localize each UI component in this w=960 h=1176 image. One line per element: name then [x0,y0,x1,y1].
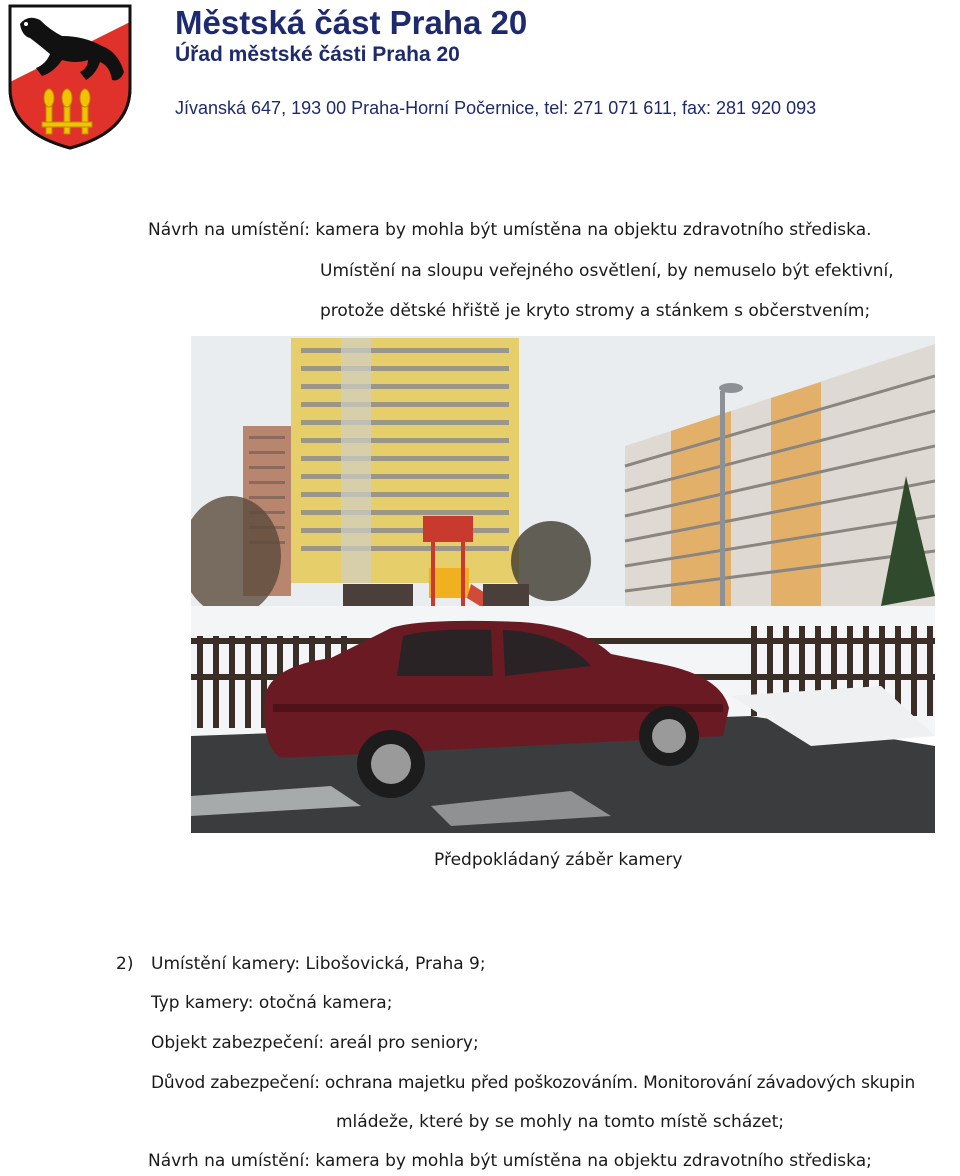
section1-note-line1: Umístění na sloupu veřejného osvětlení, by nemuselo být efektivní, [320,261,894,281]
section2-proposal: Návrh na umístění: kamera by mohla být umístěna na objektu zdravotního střediska; [148,1151,872,1171]
section1-note-line2: protože dětské hřiště je kryto stromy a stánkem s občerstvením; [320,301,871,321]
section2-location: Umístění kamery: Libošovická, Praha 9; [151,954,486,974]
section2-reason-line2: mládeže, které by se mohly na tomto místě scházet; [336,1112,785,1132]
section1-proposal: Návrh na umístění: kamera by mohla být umístěna na objektu zdravotního střediska. [148,220,872,240]
photo-caption: Předpokládaný záběr kamery [434,850,683,870]
office-name: Úřad městské části Praha 20 [175,43,460,66]
section2-number: 2) [116,954,134,974]
camera-view-photo [191,336,935,833]
section2-reason-line1: Důvod zabezpečení: ochrana majetku před poškozováním. Monitorování závadových skupin [151,1073,916,1093]
office-address: Jívanská 647, 193 00 Praha-Horní Počernice, tel: 271 071 611, fax: 281 920 093 [175,98,817,118]
section2-camera-type: Typ kamery: otočná kamera; [151,993,393,1013]
section2-object: Objekt zabezpečení: areál pro seniory; [151,1033,479,1053]
coat-of-arms-logo [6,2,134,150]
page-title: Městská část Praha 20 [175,4,528,41]
